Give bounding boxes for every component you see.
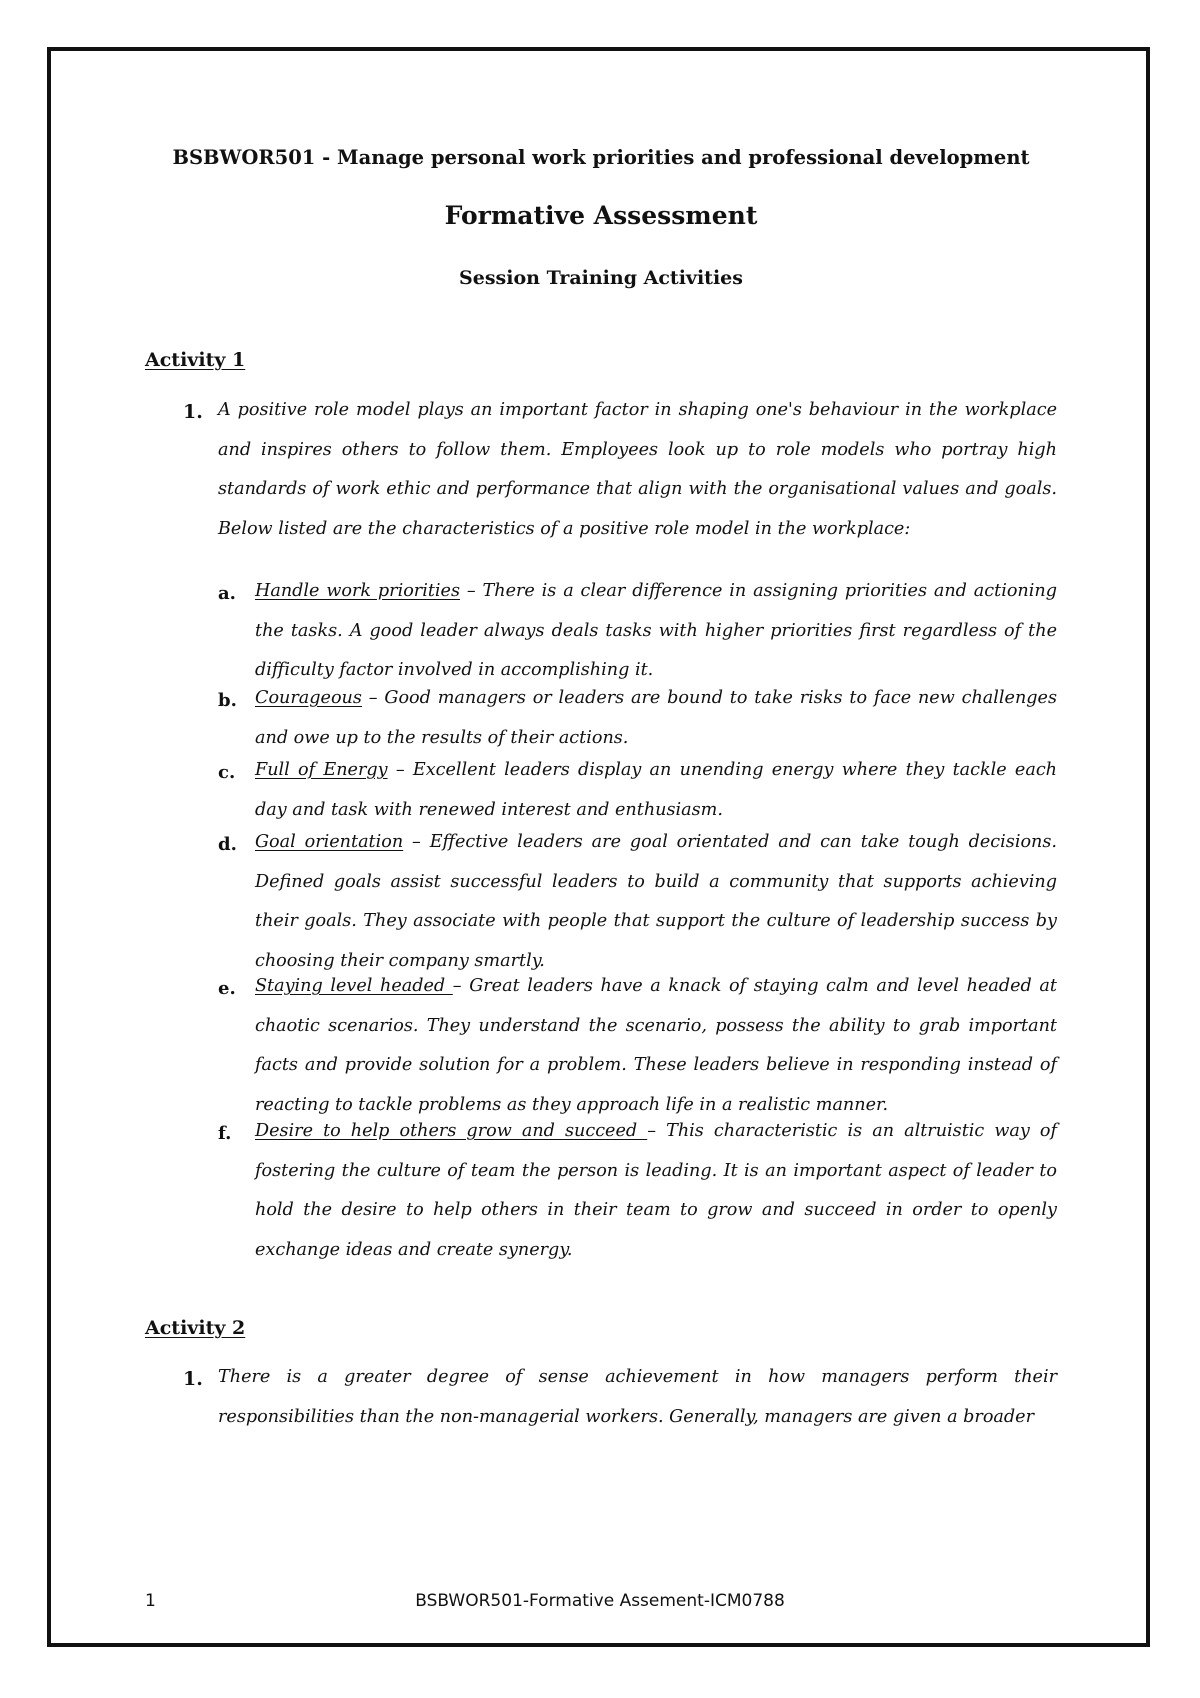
list-item-b <box>255 679 1057 758</box>
unit-title: BSBWOR501 - Manage personal work priorities and professional development <box>172 146 1030 169</box>
activity-2-question-number: 1. <box>183 1368 203 1390</box>
list-item-c <box>255 751 1057 830</box>
activity-2-heading: Activity 2 <box>145 1317 246 1339</box>
list-item-letter-b: b. <box>218 690 237 711</box>
list-item-term: Courageous <box>255 688 362 708</box>
list-item-letter-e: e. <box>218 978 236 999</box>
document-subtitle: Session Training Activities <box>459 267 743 289</box>
activity-1-question-text: A positive role model plays an important factor in shaping one's behaviour in the workplace and inspires others to follow them. Employees look up to role models who portray high standards of work ethic and performance that align with the organisational values and goals. Below listed are the characteristics of a positive role model in the workplace: <box>218 400 1057 539</box>
list-item-letter-c: c. <box>218 762 236 783</box>
footer-page-number: 1 <box>145 1591 156 1611</box>
list-item-description: – Effective leaders are goal orientated and can take tough decisions. Defined goals assist successful leaders to build a community that supports achieving their goals. They associate with people that support the culture of leadership success by choosing their company smartly. <box>255 832 1057 971</box>
list-item-term: Desire to help others grow and succeed <box>255 1121 648 1141</box>
activity-2-question-text: There is a greater degree of sense achievement in how managers perform their responsibilities than the non-managerial workers. Generally, managers are given a broader <box>218 1367 1057 1427</box>
list-item-description: – Excellent leaders display an unending energy where they tackle each day and task with renewed interest and enthusiasm. <box>255 760 1058 820</box>
list-item-description: – Great leaders have a knack of staying calm and level headed at chaotic scenarios. They understand the scenario, possess the ability to grab important facts and provide solution for a problem. These leaders believe in responding instead of reacting to tackle problems as they approach life in a realistic manner. <box>255 976 1057 1115</box>
list-item-letter-a: a. <box>218 583 236 604</box>
footer-label: BSBWOR501-Formative Assement-ICM0788 <box>415 1591 785 1611</box>
list-item-description: – There is a clear difference in assigning priorities and actioning the tasks. A good leader always deals tasks with higher priorities first regardless of the difficulty factor involved in accomplishing it. <box>255 581 1057 680</box>
list-item-description: – Good managers or leaders are bound to take risks to face new challenges and owe up to the results of their actions. <box>255 688 1057 748</box>
activity-1-question-number: 1. <box>183 401 203 423</box>
document-title: Formative Assessment <box>444 201 758 230</box>
list-item-term: Handle work priorities <box>255 581 460 601</box>
list-item-d <box>255 823 1057 981</box>
list-item-letter-d: d. <box>218 834 237 855</box>
list-item-description: – This characteristic is an altruistic way of fostering the culture of team the person is leading. It is an important aspect of leader to hold the desire to help others in their team to grow and succeed in order to openly exchange ideas and create synergy. <box>255 1121 1057 1260</box>
list-item-f <box>255 1112 1057 1270</box>
activity-1-heading: Activity 1 <box>145 349 246 371</box>
list-item-term: Staying level headed <box>255 976 453 996</box>
list-item-a <box>255 572 1057 691</box>
list-item-term: Full of Energy <box>255 760 388 780</box>
list-item-e <box>255 967 1057 1125</box>
list-item-letter-f: f. <box>218 1123 232 1144</box>
list-item-term: Goal orientation <box>255 832 404 852</box>
